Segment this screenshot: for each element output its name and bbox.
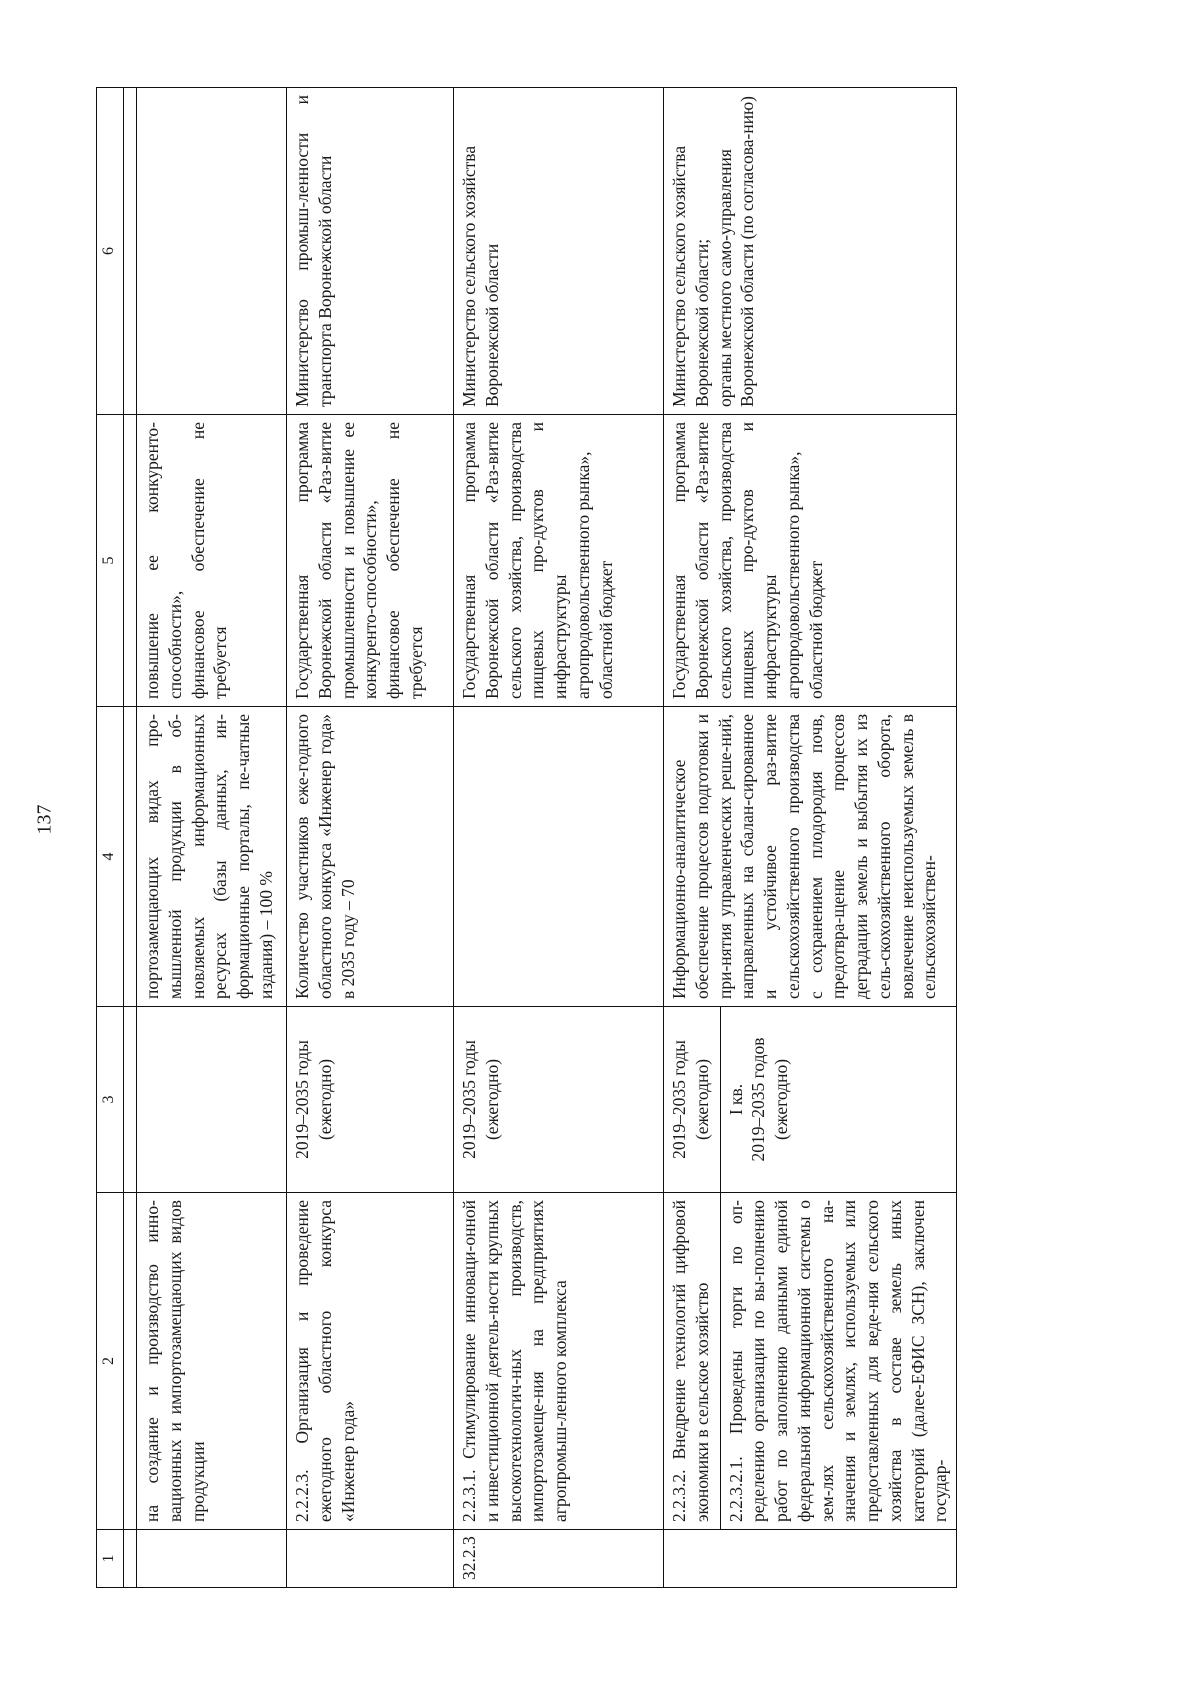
row-number-cell	[137, 1530, 287, 1588]
program-text: повышение ее конкуренто-способности», финансовое обеспечение не требуется	[142, 422, 231, 699]
program-cell	[137, 415, 287, 707]
activity-cell: 2.2.3.1. Стимулирование инноваци-онной и инвестиционной деятель-ности крупных высокотехнологич-ных производств, импортозамеще-ния на предприятиях агропромыш-ленного комплекса	[454, 1193, 664, 1530]
period-cell	[287, 1007, 454, 1193]
period-text: 2019–2035 годы (ежегодно)	[669, 1040, 712, 1159]
indicator-cell: портозамещающих видах про-мышленной продукции в об-новляемых информационных ресурсах (базы данных, ин-формационные порталы, пе-чатные издания) – 100 %	[137, 707, 287, 1007]
executor-cell: Министерство промыш-ленности и транспорта Воронежской области	[287, 88, 454, 415]
indicator-cell: Количество участников еже-годного областного конкурса «Инженер года» в 2035 году – 70	[287, 707, 454, 1007]
header-gap-row	[124, 88, 137, 1588]
program-text: Государственная программа Воронежской области «Раз-витие промышленности и повышение ее конкуренто-способности», финансовое обеспечение не требуется	[292, 422, 426, 699]
table-row	[664, 88, 957, 1588]
gap-cell	[124, 415, 137, 707]
program-text: Государственная программа Воронежской области «Раз-витие сельского хозяйства, производства пищевых про-дуктов и инфраструктуры агропродовольственного рынка», областной бюджет	[669, 422, 826, 699]
gap-cell	[124, 1007, 137, 1193]
gap-cell	[124, 88, 137, 415]
period-text: 2019–2035 годы (ежегодно)	[459, 1040, 502, 1159]
executor-cell	[137, 88, 287, 415]
period-cell	[454, 1007, 664, 1193]
period-subitem-text: I кв. 2019–2035 годов (ежегодно)	[720, 1007, 793, 1192]
header-row	[97, 88, 124, 1588]
indicator-cell: Информационно-аналитическое обеспечение процессов подготовки и при-нятия управленческих реше-ний, направленных на сбалан-сированное и устойчивое раз-витие сельскохозяйственного производства с сохранением плодородия почв, предотвра-щение процессов деградации земель и выбытия их из сель-скохозяйственного оборота, вовлечение неиспользуемых земель в сельскохозяйствен-	[664, 707, 957, 1007]
gap-cell	[124, 707, 137, 1007]
page-number: 137	[33, 804, 56, 835]
activity-text: 2.2.3.2. Внедрение технологий цифровой экономики в сельское хозяйство	[669, 1200, 712, 1522]
header-cell-2: 2	[97, 1193, 124, 1530]
executor-cell: Министерство сельского хозяйства Воронежской области	[454, 88, 664, 415]
activity-cell	[664, 1193, 957, 1530]
period-cell	[137, 1007, 287, 1193]
executor-cell	[664, 88, 957, 415]
plan-table	[96, 87, 957, 1588]
activity-subitem-text: 2.2.3.2.1. Проведены торги по оп-ределению организации по вы-полнению работ по заполнению данными единой федеральной информационной системы о зем-лях сельскохозяйственного на-значения и землях, используемых или предоставленных для веде-ния сельского хозяйства в составе земель иных категорий (далее-ЕФИС ЗСН), заключен государ-	[720, 1193, 953, 1529]
program-cell	[454, 415, 664, 707]
table-container	[96, 88, 1106, 1588]
activity-cell: 2.2.2.3. Организация и проведение ежегодного областного конкурса «Инженер года»	[287, 1193, 454, 1530]
table-row	[287, 88, 454, 1588]
header-cell-1: 1	[97, 1530, 124, 1588]
program-cell	[664, 415, 957, 707]
indicator-cell	[454, 707, 664, 1007]
table-row	[137, 88, 287, 1588]
table-row	[454, 88, 664, 1588]
period-cell	[664, 1007, 957, 1193]
period-text: 2019–2035 годы (ежегодно)	[292, 1040, 335, 1159]
row-number-cell	[287, 1530, 454, 1588]
program-text: Государственная программа Воронежской области «Раз-витие сельского хозяйства, производства пищевых про-дуктов и инфраструктуры агропродовольственного рынка», областной бюджет	[459, 422, 616, 699]
row-number-cell	[664, 1530, 957, 1588]
gap-cell	[124, 1530, 137, 1588]
executor-text: Министерство сельского хозяйства Воронежской области; органы местного само-управления Воронежской области (по согласова-нию)	[669, 96, 758, 407]
gap-cell	[124, 1193, 137, 1530]
header-cell-3: 3	[97, 1007, 124, 1193]
activity-cell: на создание и производство инно-вационных и импортозамещающих видов продукции	[137, 1193, 287, 1530]
header-cell-6: 6	[97, 88, 124, 415]
program-cell	[287, 415, 454, 707]
header-cell-5: 5	[97, 415, 124, 707]
row-number-cell: 32.2.3	[454, 1530, 664, 1588]
header-cell-4: 4	[97, 707, 124, 1007]
